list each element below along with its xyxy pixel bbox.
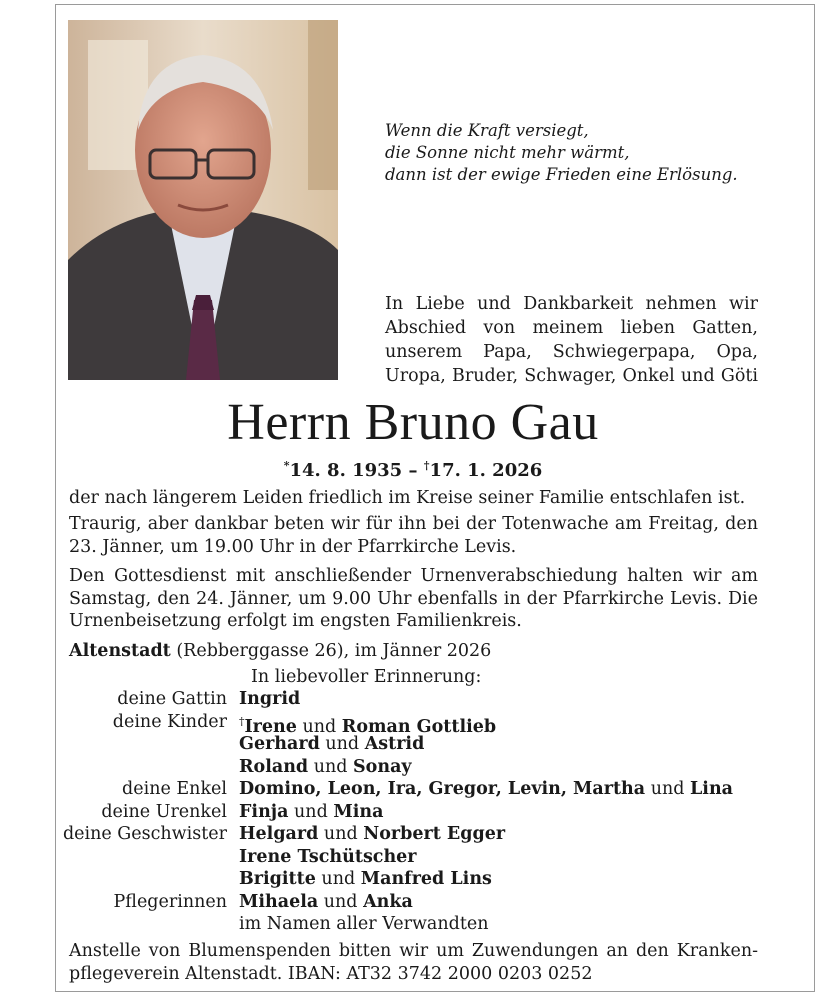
donation-note: Anstelle von Blumenspenden bitten wir um Zuwendungen an den Kranken-pflegeverein Altenstadt. IBAN: AT32 3742 2000 0203 0252 <box>69 941 758 984</box>
mourner-name-part: Sonay <box>353 756 412 777</box>
mourner-row <box>55 756 795 779</box>
mourner-row <box>55 801 795 824</box>
mourner-names <box>239 913 489 936</box>
mourner-name-part: Norbert Egger <box>363 824 506 844</box>
mourner-name-part: Domino, Leon, Ira, Gregor, Levin, Martha <box>239 779 646 799</box>
mourner-name-part: Finja <box>239 801 289 822</box>
mourner-names <box>239 846 417 869</box>
mourner-row <box>55 823 795 846</box>
birth-date: 14. 8. 1935 <box>289 460 403 481</box>
death-date: 17. 1. 2026 <box>429 460 543 481</box>
mourner-relation <box>55 756 239 779</box>
mourner-names <box>239 868 492 891</box>
mourner-row <box>55 913 795 936</box>
mourner-name-part: Gerhard <box>239 734 320 754</box>
mourner-name-part: Roman Gottlieb <box>341 716 497 737</box>
mourner-row <box>55 733 795 756</box>
poem <box>385 120 785 186</box>
paragraph-passing: der nach längerem Leiden friedlich im Kreise seiner Familie entschlafen ist. <box>69 488 746 508</box>
mourner-names <box>239 778 733 801</box>
deceased-name: Herrn Bruno Gau <box>227 394 599 451</box>
mourner-names <box>239 733 424 756</box>
mourner-name-part: Mihaela <box>239 891 319 912</box>
mourner-relation: deine Geschwister <box>62 824 227 844</box>
mourner-name-part: und <box>645 779 690 799</box>
memory-heading: In liebevoller Erinnerung: <box>251 667 482 687</box>
poem-line: dann ist der ewige Frieden eine Erlösung. <box>385 165 738 184</box>
mourner-names <box>239 711 497 737</box>
mourner-name-part: und <box>288 801 334 822</box>
mourner-names <box>239 756 412 779</box>
mourner-row <box>55 868 795 891</box>
poem-line: die Sonne nicht mehr wärmt, <box>385 143 630 162</box>
mourner-relation <box>55 913 239 936</box>
mourner-relation: deine Enkel <box>122 779 227 799</box>
mourner-name-part: Mina <box>333 801 384 822</box>
mourner-names <box>239 823 505 846</box>
mourner-name-part: Lina <box>690 779 734 799</box>
mourner-row <box>55 688 795 711</box>
paragraph-service: Den Gottesdienst mit anschließender Urnenverabschiedung halten wir am Samstag, den 24. Jänner, um 9.00 Uhr ebenfalls in der Pfarrkirche Levis. Die Urnenbeisetzung erfolgt im engsten Familienkreis. <box>69 566 758 631</box>
mourner-name-part: und <box>318 891 364 912</box>
place-town: Altenstadt <box>69 641 171 661</box>
mourner-name-part: Ingrid <box>239 689 301 709</box>
mourner-name-part: und <box>315 869 361 889</box>
mourner-name-part: Helgard <box>239 824 319 844</box>
birth-symbol: * <box>283 459 290 472</box>
mourner-list <box>55 688 795 936</box>
mourner-name-part: Irene Tschütscher <box>239 846 417 867</box>
mourner-name-part: Anka <box>363 891 413 912</box>
mourner-name-part: Manfred Lins <box>360 869 492 889</box>
mourner-names <box>239 801 383 824</box>
mourner-names <box>239 891 413 914</box>
paragraph-wake: Traurig, aber dankbar beten wir für ihn bei der Totenwache am Freitag, den 23. Jänner, um 19.00 Uhr in der Pfarrkirche Levis. <box>69 514 758 557</box>
death-symbol: † <box>423 459 430 472</box>
mourner-name-part: und <box>318 824 364 844</box>
place-rest: (Rebberggasse 26), im Jänner 2026 <box>170 641 492 661</box>
place-date-line <box>69 640 758 663</box>
mourner-row <box>55 846 795 869</box>
mourner-relation <box>55 868 239 891</box>
mourner-row <box>55 711 795 737</box>
mourner-name-part: und <box>296 716 342 737</box>
mourner-name-part: und <box>319 734 365 754</box>
date-separator: – <box>408 460 418 481</box>
mourner-names <box>239 688 300 711</box>
mourner-name-part: Brigitte <box>239 869 316 889</box>
mourner-name-part: Astrid <box>364 734 425 754</box>
mourner-relation: deine Gattin <box>117 689 227 709</box>
mourner-name-part: Roland <box>239 756 309 777</box>
mourner-relation: deine Kinder <box>112 711 227 732</box>
mourner-name-part: Irene <box>244 716 297 737</box>
portrait-photo <box>68 20 338 380</box>
mourner-relation: Pflegerinnen <box>113 891 227 912</box>
mourner-row <box>55 778 795 801</box>
mourner-relation <box>55 846 239 869</box>
farewell-intro: In Liebe und Dankbarkeit nehmen wir Abschied von meinem lieben Gatten, unserem Papa, Schwiegerpapa, Opa, Uropa, Bruder, Schwager, Onkel und Göti <box>385 294 758 386</box>
poem-line: Wenn die Kraft versiegt, <box>385 121 589 140</box>
mourner-relation <box>55 733 239 756</box>
mourner-name-part: † <box>239 714 245 728</box>
mourner-relation: deine Urenkel <box>101 801 227 822</box>
life-dates <box>0 455 826 482</box>
mourner-row <box>55 891 795 914</box>
mourner-name-part: und <box>308 756 354 777</box>
mourner-name-part: im Namen aller Verwandten <box>239 914 489 934</box>
